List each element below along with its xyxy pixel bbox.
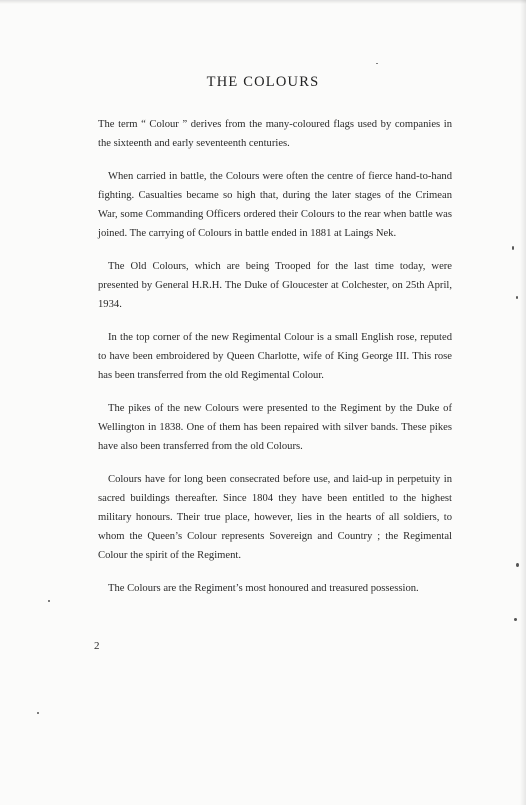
paper-speck [516, 563, 519, 567]
paragraph-closing: The Colours are the Regiment’s most honoured and treasured possession. [108, 583, 419, 594]
paragraph-consecration: Colours have for long been consecrated before use, and laid-up in perpetuity in sacred buildings thereafter. Since 1804 they have been entitled to the highest military honours. Their true place, however, lies in the hearts of all soldiers, to whom the Queen’s Colour represents Sovereign and Country ; the Regimental Colour the spirit of the Regiment. [98, 474, 452, 561]
body-text [98, 115, 452, 612]
page-right-shadow [520, 0, 526, 805]
paper-speck [516, 296, 518, 299]
paper-speck [37, 712, 39, 714]
paper-speck [48, 600, 50, 602]
page-number: 2 [94, 640, 100, 652]
paragraph-english-rose: In the top corner of the new Regimental Colour is a small English rose, reputed to have been embroidered by Queen Charlotte, wife of King George III. This rose has been transferred from the old Regimental Colour. [98, 332, 452, 381]
paper-speck [512, 246, 514, 250]
page-title: THE COLOURS [206, 74, 320, 90]
paper-speck [376, 63, 378, 64]
page-top-shadow [0, 0, 526, 4]
paragraph-origin: The term “ Colour ” derives from the many-coloured flags used by companies in the sixteenth and early seventeenth centuries. [98, 119, 452, 149]
paragraph-pikes: The pikes of the new Colours were presented to the Regiment by the Duke of Wellington in 1838. One of them has been repaired with silver bands. These pikes have also been transferred from the old Colours. [98, 403, 452, 452]
paper-speck [514, 618, 517, 621]
paragraph-battle: When carried in battle, the Colours were often the centre of fierce hand-to-hand fighting. Casualties became so high that, during the later stages of the Crimean War, some Commanding Officers ordered their Colours to the rear when battle was joined. The carrying of Colours in battle ended in 1881 at Laings Nek. [98, 171, 452, 239]
paragraph-old-colours: The Old Colours, which are being Trooped for the last time today, were presented by General H.R.H. The Duke of Gloucester at Colchester, on 25th April, 1934. [98, 261, 452, 310]
